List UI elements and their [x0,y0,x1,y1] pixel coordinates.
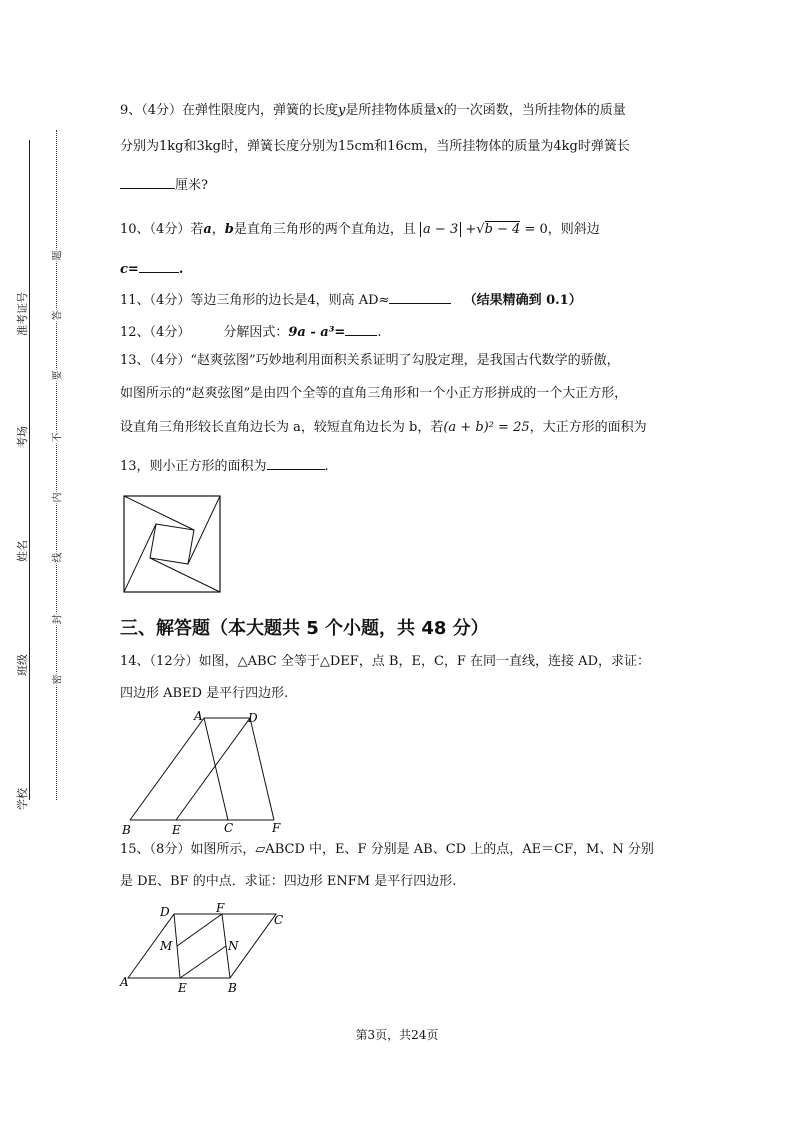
label-A: A [120,975,129,989]
q14-line1: 14、（12分）如图，△ABC 全等于△DEF，点 B，E，C，F 在同一直线，连接 AD，求证： [120,654,650,669]
sqrt-symbol: √ [476,222,485,237]
label-F: F [272,821,281,835]
q9-line1: 9、（4分）在弹性限度内，弹簧的长度y是所挂物体质量x的一次函数，当所挂物体的质量 [120,103,626,118]
seal-dotted-line [56,130,57,800]
q14-figure [116,708,296,836]
binding-line [29,140,30,800]
zhao-shuang-diagram [122,494,224,594]
q10-line2: c= . [120,258,183,280]
school-label: 学校 [16,788,29,810]
label-M: M [160,939,173,953]
q10-line1: 10、（4分）若a，b是直角三角形的两个直角边，且 a − 3 +√b − 4 = 0，则斜边 [120,222,600,237]
q9-line3: 厘米? [120,174,208,196]
seal-char: 题 [49,250,64,262]
label-B: B [122,823,131,836]
label-E: E [178,981,187,994]
exam-room-label: 考场 [16,426,29,448]
class-label: 班级 [16,654,29,676]
label-N: N [228,939,239,953]
label-C: C [274,913,284,927]
label-D: D [248,711,258,725]
q13-line3: 设直角三角形较长直角边长为 a，较短直角边长为 b，若(a + b)² = 25，大正方形的面积为 [120,420,647,435]
label-B: B [228,981,237,994]
q15-line2: 是 DE、BF 的中点．求证：四边形 ENFM 是平行四边形. [120,874,457,889]
q15-line1: 15、（8分）如图所示，▱ABCD 中，E、F 分别是 AB、CD 上的点，AE＝CF，M、N 分别 [120,842,654,857]
label-F: F [216,901,225,915]
question-11: 11、（4分）等边三角形的边长是4，则高 AD≈ （结果精确到 0.1） [120,289,582,311]
seal-char: 线 [49,552,64,564]
seal-char: 内 [49,492,64,504]
question-12: 12、（4分） 分解因式：9a - a³= . [120,321,381,343]
section-heading: 三、解答题（本大题共 5 个小题，共 48 分） [120,618,489,639]
label-E: E [172,823,181,836]
answer-blank [267,455,325,470]
seal-char: 不 [49,432,64,444]
seal-char: 答 [49,310,64,322]
q14-line2: 四边形 ABED 是平行四边形. [120,686,289,701]
label-A: A [194,709,203,723]
label-C: C [224,821,234,835]
absolute-value-expression: a − 3 [420,222,461,237]
label-D: D [160,905,170,919]
seal-char: 密 [49,674,64,686]
answer-blank [345,321,377,336]
q15-figure [118,900,290,994]
sqrt-expression: b − 4 [484,222,521,237]
answer-blank [389,289,451,304]
q13-line4: 13，则小正方形的面积为 . [120,455,329,477]
answer-blank [139,258,179,273]
page-footer: 第3页，共24页 [355,1028,439,1042]
seal-char: 要 [49,370,64,382]
student-name-label: 姓名 [16,540,29,562]
q13-line1: 13、（4分）“赵爽弦图”巧妙地利用面积关系证明了勾股定理，是我国古代数学的骄傲， [120,353,620,368]
answer-blank [120,174,175,189]
q9-line2: 分别为1kg和3kg时，弹簧长度分别为15cm和16cm，当所挂物体的质量为4kg时弹簧长 [120,139,630,154]
seal-char: 封 [49,614,64,626]
exam-number-label: 准考证号 [16,292,29,336]
q13-line2: 如图所示的“赵爽弦图”是由四个全等的直角三角形和一个小正方形拼成的一个大正方形， [120,386,628,401]
